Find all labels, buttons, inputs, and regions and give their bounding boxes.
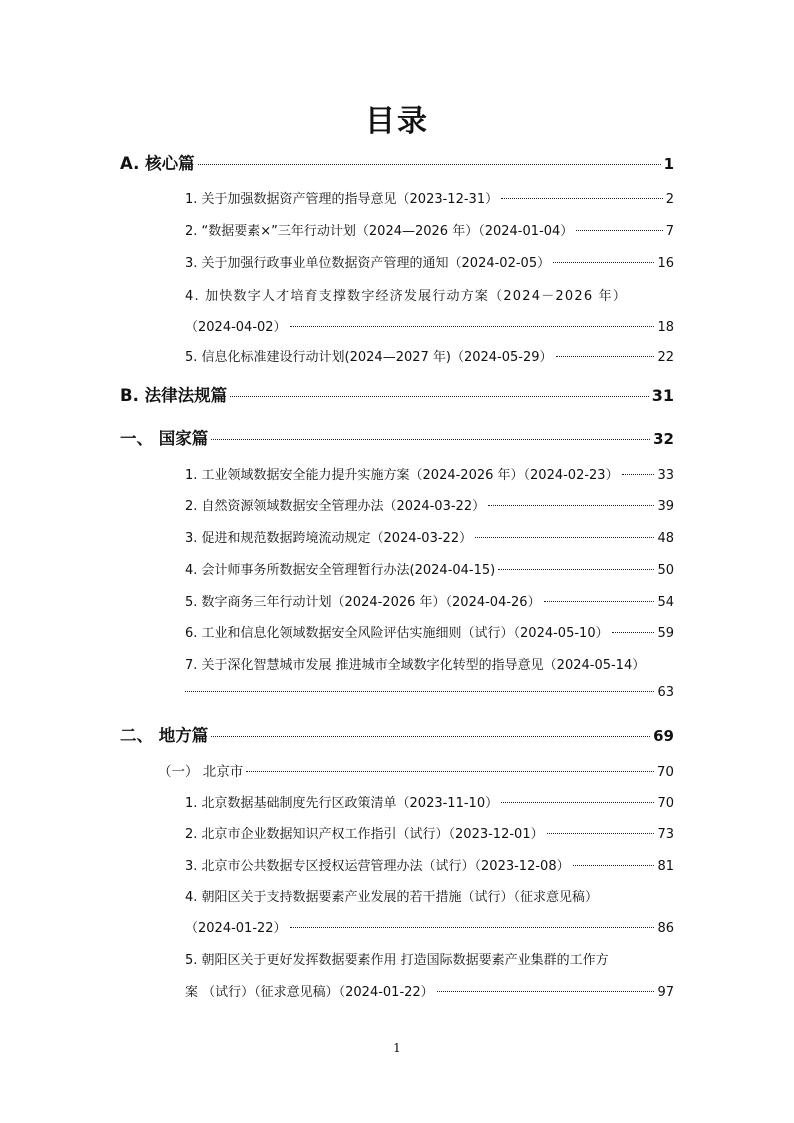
toc-label: 3. 关于加强行政事业单位数据资产管理的通知（2024-02-05） bbox=[185, 256, 551, 271]
toc-entry-line2[interactable] bbox=[185, 316, 674, 335]
dot-leader bbox=[211, 736, 650, 737]
toc-page: 54 bbox=[657, 595, 674, 610]
toc-entry-line2[interactable] bbox=[185, 685, 674, 700]
toc-page: 69 bbox=[653, 727, 674, 745]
dot-leader bbox=[230, 396, 649, 397]
toc-label: 7. 关于深化智慧城市发展 推进城市全域数字化转型的指导意见（2024-05-14） bbox=[185, 658, 646, 673]
toc-page: 18 bbox=[657, 320, 674, 335]
dot-leader bbox=[573, 865, 655, 866]
toc-label: 4. 会计师事务所数据安全管理暂行办法(2024-04-15) bbox=[185, 563, 496, 578]
dot-leader bbox=[576, 230, 662, 231]
dot-leader bbox=[544, 601, 655, 602]
toc-label: 6. 工业和信息化领域数据安全风险评估实施细则（试行）（2024-05-10） bbox=[185, 626, 609, 641]
dot-leader bbox=[612, 632, 655, 633]
dot-leader bbox=[556, 356, 655, 357]
toc-label: 4. 加快数字人才培育支撑数字经济发展行动方案（2024－2026 年） bbox=[185, 289, 628, 304]
dot-leader bbox=[185, 691, 654, 692]
toc-entry[interactable] bbox=[185, 495, 674, 514]
dot-leader bbox=[475, 537, 654, 538]
toc-entry-line1[interactable] bbox=[185, 949, 674, 968]
toc-page: 2 bbox=[665, 192, 674, 207]
toc-label: 案 （试行）（征求意见稿）（2024-01-22） bbox=[185, 985, 434, 1000]
toc-page: 16 bbox=[657, 256, 674, 271]
toc-label: 5. 信息化标准建设行动计划(2024—2027 年)（2024-05-29） bbox=[185, 350, 553, 365]
toc-entry[interactable] bbox=[185, 346, 674, 365]
toc-page: 39 bbox=[657, 499, 674, 514]
toc-section-b[interactable] bbox=[120, 382, 674, 406]
toc-entry-line1[interactable] bbox=[185, 654, 674, 673]
toc-entry[interactable] bbox=[185, 792, 674, 811]
toc-page: 48 bbox=[657, 531, 674, 546]
toc-label: 1. 北京数据基础制度先行区政策清单（2023-11-10） bbox=[185, 796, 499, 811]
toc-label: （2024-01-22） bbox=[185, 921, 287, 936]
toc-entry[interactable] bbox=[185, 527, 674, 546]
dot-leader bbox=[211, 439, 650, 440]
toc-label: A. 核心篇 bbox=[120, 154, 195, 173]
toc-page: 63 bbox=[657, 685, 674, 700]
toc-page: 50 bbox=[657, 563, 674, 578]
dot-leader bbox=[547, 833, 655, 834]
toc-entry[interactable] bbox=[185, 252, 674, 271]
toc-label: （2024-04-02） bbox=[185, 320, 287, 335]
toc-entry[interactable] bbox=[185, 823, 674, 842]
toc-entry[interactable] bbox=[185, 622, 674, 641]
toc-page: 70 bbox=[657, 796, 674, 811]
toc-label: 1. 工业领域数据安全能力提升实施方案（2024-2026 年）（2024-02-23） bbox=[185, 468, 619, 483]
page-title: 目录 bbox=[365, 104, 429, 139]
toc-entry[interactable] bbox=[185, 220, 674, 239]
dot-leader bbox=[622, 474, 655, 475]
toc-entry[interactable] bbox=[185, 188, 674, 207]
toc-page: 32 bbox=[653, 430, 674, 448]
dot-leader bbox=[290, 927, 655, 928]
toc-page: 86 bbox=[657, 921, 674, 936]
toc-label: 3. 促进和规范数据跨境流动规定（2024-03-22） bbox=[185, 531, 473, 546]
toc-page: 7 bbox=[665, 224, 674, 239]
toc-entry-line1[interactable] bbox=[185, 285, 674, 304]
toc-entry-line2[interactable] bbox=[185, 917, 674, 936]
dot-leader bbox=[553, 262, 654, 263]
toc-page: 1 bbox=[663, 155, 674, 173]
toc-page: 31 bbox=[651, 386, 674, 405]
toc-page: 73 bbox=[657, 827, 674, 842]
toc-entry[interactable] bbox=[185, 464, 674, 483]
dot-leader bbox=[498, 569, 654, 570]
toc-label: B. 法律法规篇 bbox=[120, 386, 228, 405]
toc-entry[interactable] bbox=[185, 591, 674, 610]
toc-entry-line2[interactable] bbox=[185, 981, 674, 1000]
toc-label: 5. 数字商务三年行动计划（2024-2026 年）（2024-04-26） bbox=[185, 595, 541, 610]
toc-entry[interactable] bbox=[185, 855, 674, 874]
toc-label: 2. 自然资源领域数据安全管理办法（2024-03-22） bbox=[185, 499, 486, 514]
dot-leader bbox=[501, 802, 654, 803]
toc-entry-line1[interactable] bbox=[185, 886, 674, 905]
toc-label: 3. 北京市公共数据专区授权运营管理办法（试行）（2023-12-08） bbox=[185, 859, 570, 874]
dot-leader bbox=[290, 326, 655, 327]
toc-page: 97 bbox=[657, 985, 674, 1000]
dot-leader bbox=[501, 198, 663, 199]
toc-page: 33 bbox=[657, 468, 674, 483]
toc-label: 1. 关于加强数据资产管理的指导意见（2023-12-31） bbox=[185, 192, 499, 207]
dot-leader bbox=[246, 771, 654, 772]
toc-label: 2. 北京市企业数据知识产权工作指引（试行）（2023-12-01） bbox=[185, 827, 544, 842]
dot-leader bbox=[437, 991, 655, 992]
toc-label: （一） 北京市 bbox=[158, 764, 244, 780]
toc-label: 2. “数据要素×”三年行动计划（2024—2026 年）（2024-01-04） bbox=[185, 224, 574, 239]
toc-label: 二、 地方篇 bbox=[120, 726, 209, 745]
toc-label: 4. 朝阳区关于支持数据要素产业发展的若干措施（试行）（征求意见稿） bbox=[185, 890, 599, 905]
toc-page: 70 bbox=[656, 764, 674, 780]
toc-page: 81 bbox=[657, 859, 674, 874]
toc-section-a[interactable] bbox=[120, 150, 674, 174]
toc-entry[interactable] bbox=[185, 559, 674, 578]
toc-label: 5. 朝阳区关于更好发挥数据要素作用 打造国际数据要素产业集群的工作方 bbox=[185, 953, 609, 968]
toc-section-national[interactable] bbox=[120, 425, 674, 449]
dot-leader bbox=[198, 164, 661, 165]
toc-section-local[interactable] bbox=[120, 722, 674, 746]
dot-leader bbox=[488, 505, 654, 506]
page-number-footer: 1 bbox=[393, 1041, 401, 1055]
toc-label: 一、 国家篇 bbox=[120, 429, 209, 448]
toc-page: 22 bbox=[657, 350, 674, 365]
toc-page: 59 bbox=[657, 626, 674, 641]
toc-subsection-beijing[interactable] bbox=[158, 760, 674, 780]
